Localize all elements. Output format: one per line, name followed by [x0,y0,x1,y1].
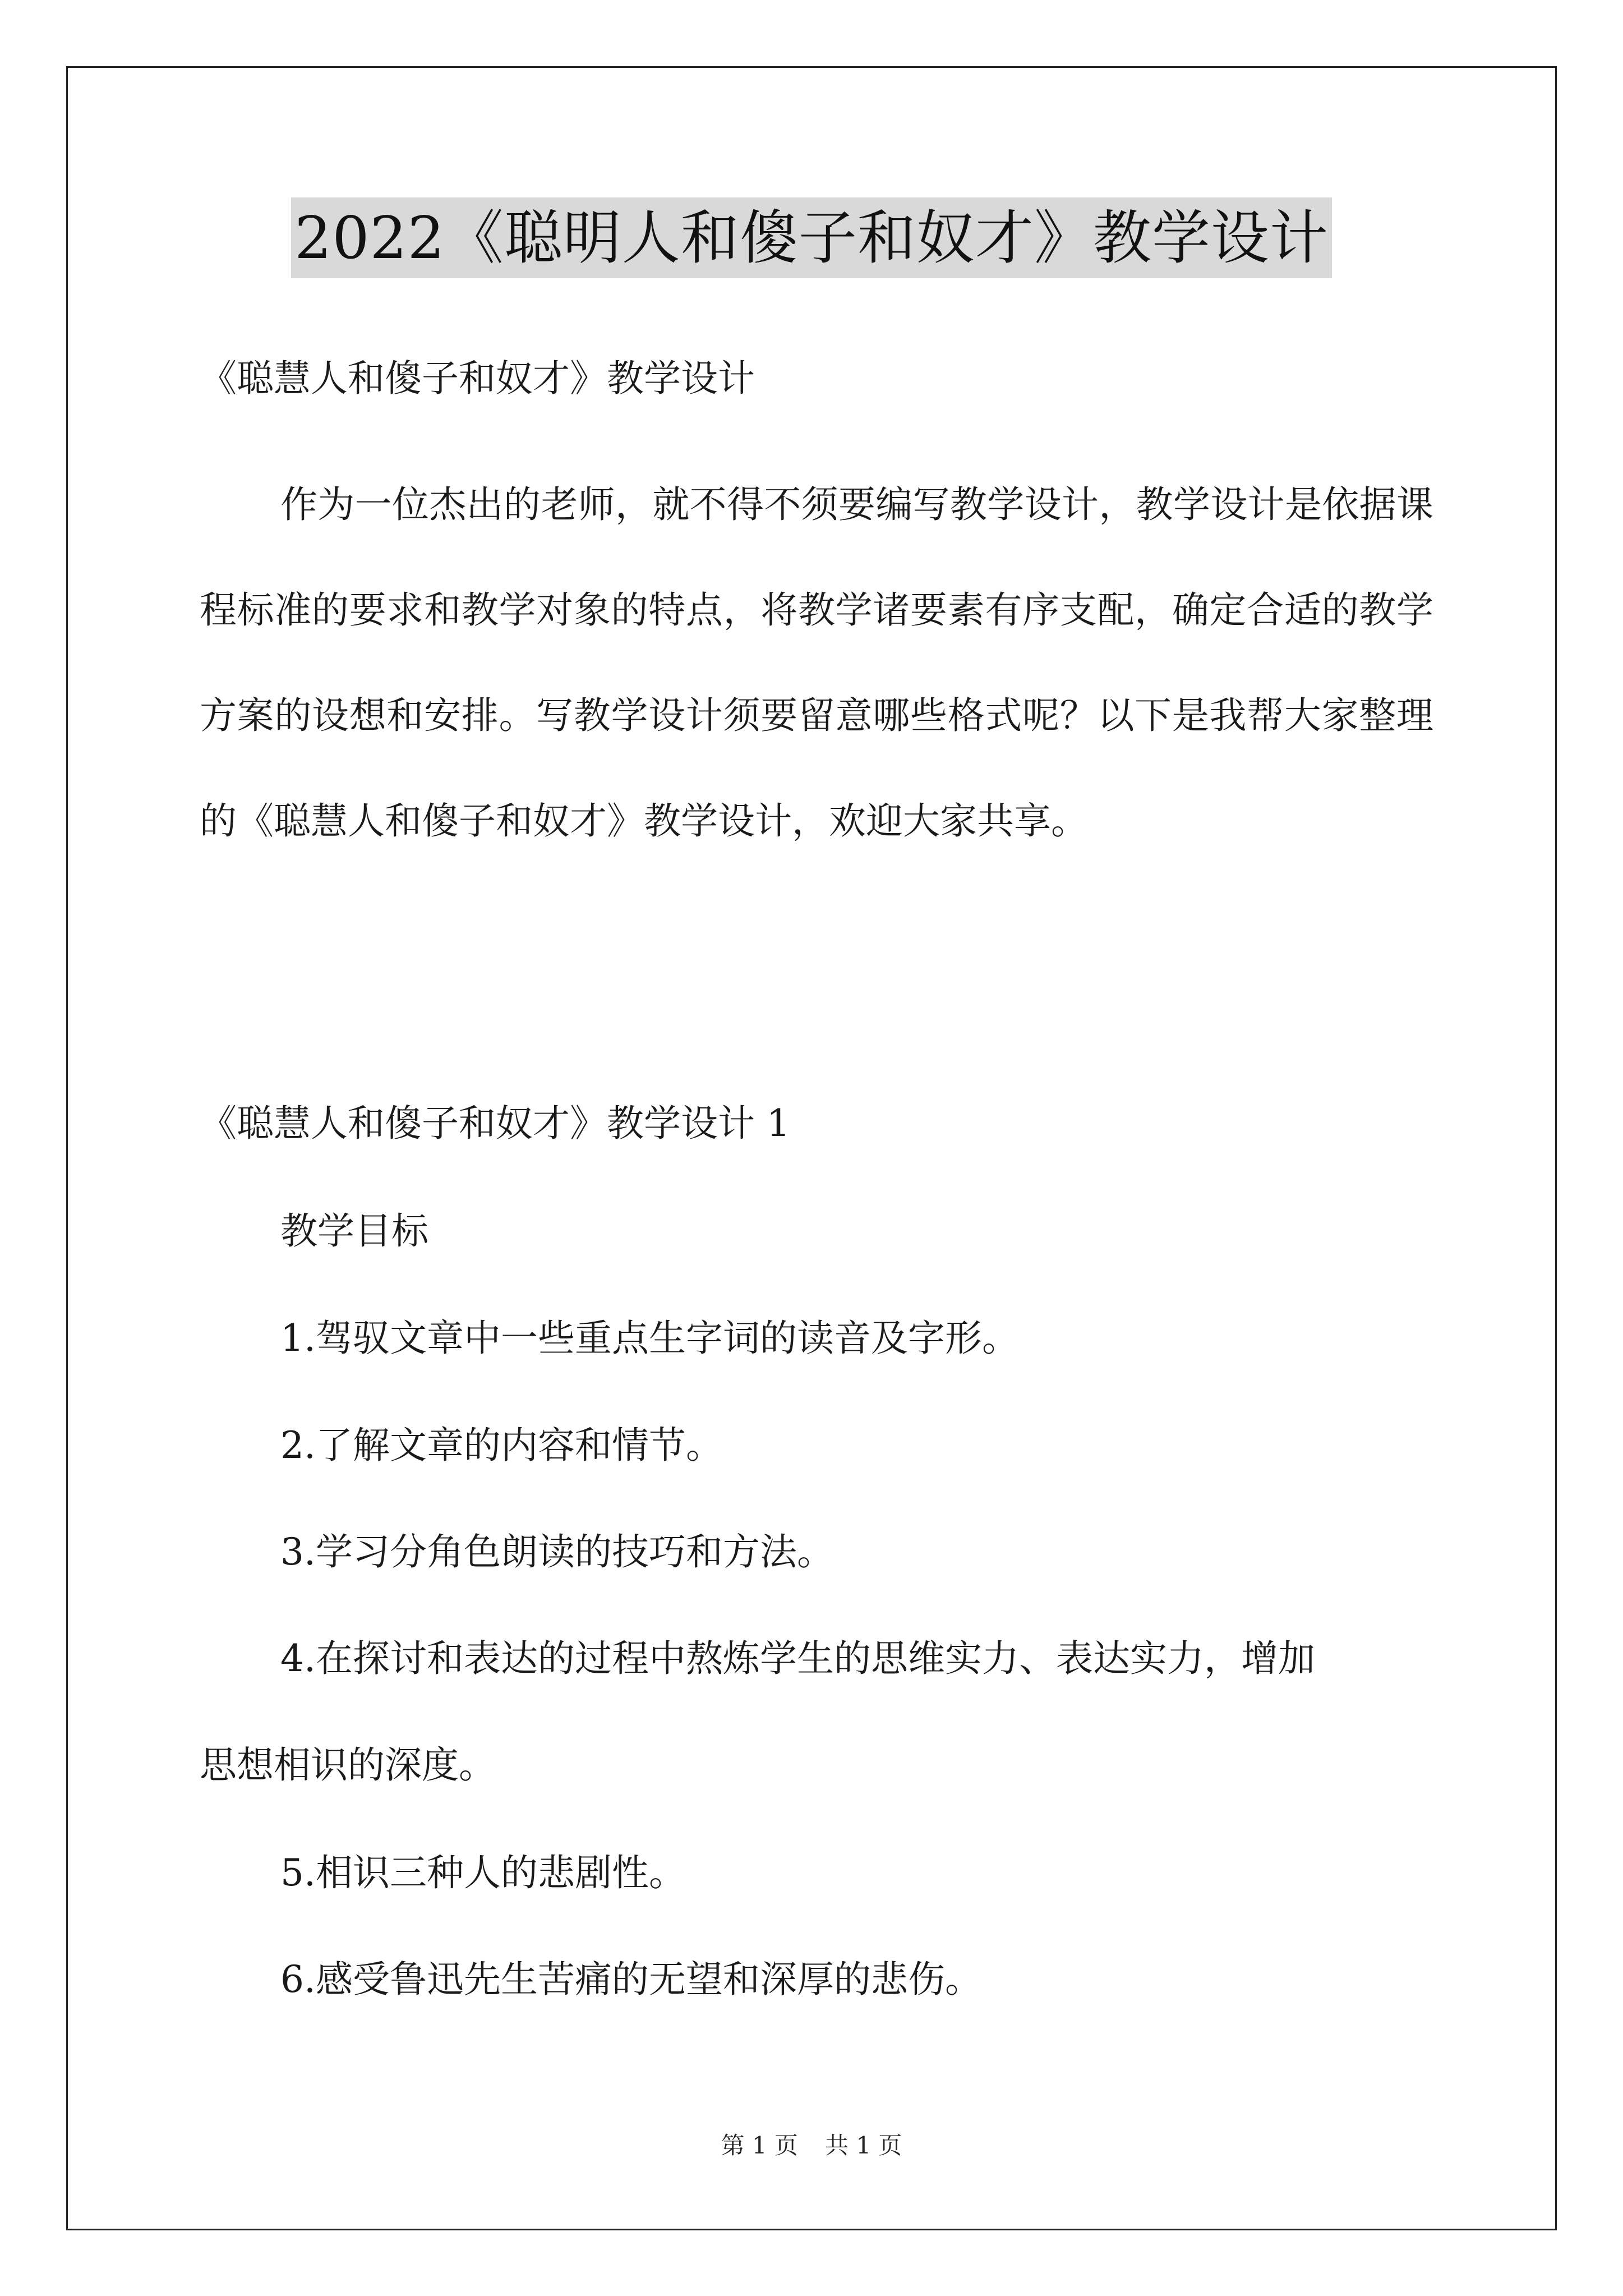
objectives-heading: 教学目标 [280,1209,428,1253]
objective-item-continued: 思想相识的深度。 [200,1743,496,1787]
objective-item: 5.相识三种人的悲剧性。 [280,1851,686,1894]
page-number: 第 1 页 [721,2132,798,2159]
page-total: 共 1 页 [825,2132,902,2159]
objective-item: 6.感受鲁迅先生苦痛的无望和深厚的悲伤。 [280,1958,982,2001]
section-heading: 《聪慧人和傻子和奴才》教学设计 1 [200,1102,790,1145]
objective-item: 4.在探讨和表达的过程中熬炼学生的思维实力、表达实力，增加 [280,1637,1315,1680]
objective-item: 2.了解文章的内容和情节。 [280,1424,723,1467]
objective-item: 3.学习分角色朗读的技巧和方法。 [280,1530,834,1573]
objective-item: 1.驾驭文章中一些重点生字词的读音及字形。 [280,1317,1019,1360]
document-title: 2022《聪明人和傻子和奴才》教学设计 [291,197,1332,278]
document-subtitle: 《聪慧人和傻子和奴才》教学设计 [200,357,755,400]
intro-paragraph: 作为一位杰出的老师，就不得不须要编写教学设计，教学设计是依据课程标准的要求和教学对象的特点，将教学诸要素有序支配，确定合适的教学方案的设想和安排。写教学设计须要留意哪些格式呢？以下是我帮大家整理的《聪慧人和傻子和奴才》教学设计，欢迎大家共享。 [200,483,1433,843]
title-container [0,197,1623,278]
page-footer [0,2129,1623,2162]
